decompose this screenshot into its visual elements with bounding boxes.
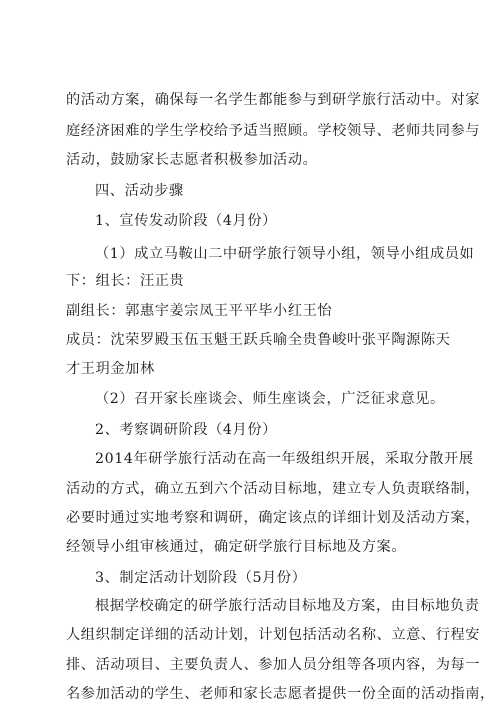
subsection-heading: 3、制定活动计划阶段（5月份） (95, 570, 307, 586)
body-text-line: 庭经济困难的学生学校给予适当照顾。学校领导、老师共同参与 (66, 123, 481, 139)
section-heading: 四、活动步骤 (95, 183, 184, 199)
subsection-heading: 2、考察调研阶段（4月份） (95, 422, 277, 438)
body-text-line: 活动，鼓励家长志愿者积极参加活动。 (66, 152, 318, 168)
body-text-line: 成员：沈荣罗殿玉伍玉魁王跃兵喻全贵鲁峻叶张平陶源陈天 (66, 332, 451, 348)
body-text-line: （2）召开家长座谈会、师生座谈会，广泛征求意见。 (95, 391, 445, 407)
body-text-line: 名参加活动的学生、老师和家长志愿者提供一份全面的活动指南， (66, 686, 495, 702)
body-text-line: 活动的方式，确立五到六个活动目标地，建立专人负责联络制， (66, 481, 481, 497)
body-text-line: 经领导小组审核通过，确定研学旅行目标地及方案。 (66, 539, 407, 555)
body-text-line: 副组长：郭惠宇姜宗凤王平平毕小红王怡 (66, 303, 333, 319)
body-text-line: （1）成立马鞍山二中研学旅行领导小组，领导小组成员如 (95, 246, 475, 262)
body-text-line: 必要时通过实地考察和调研，确定该点的详细计划及活动方案， (66, 510, 481, 526)
subsection-heading: 1、宣传发动阶段（4月份） (95, 213, 277, 229)
body-text-line: 的活动方案，确保每一名学生都能参与到研学旅行活动中。对家 (66, 92, 481, 108)
body-text-line: 下：组长：汪正贵 (66, 273, 185, 289)
body-text-line: 排、活动项目、主要负责人、参加人员分组等各项内容，为每一 (66, 657, 481, 673)
body-text-line: 根据学校确定的研学旅行活动目标地及方案，由目标地负责 (95, 598, 480, 614)
body-text-line: 人组织制定详细的活动计划，计划包括活动名称、立意、行程安 (66, 627, 481, 643)
body-text-line: 2014年研学旅行活动在高一年级组织开展，采取分散开展 (95, 451, 474, 467)
body-text-line: 才王玥金加林 (66, 361, 155, 377)
